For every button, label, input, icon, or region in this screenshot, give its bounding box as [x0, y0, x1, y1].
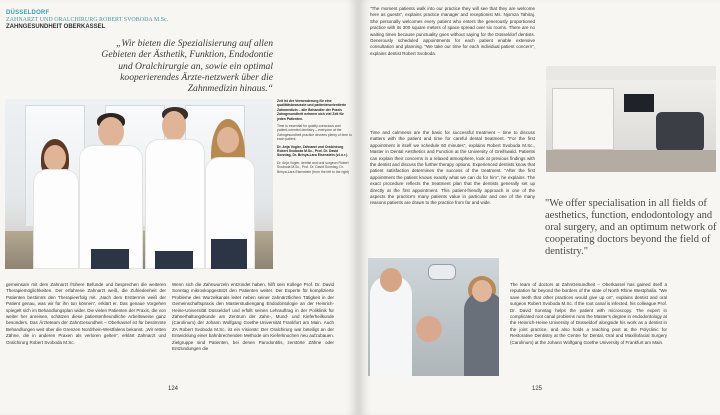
assistant	[464, 292, 499, 376]
header-city: DÜSSELDORF	[6, 10, 50, 16]
assistant-head	[472, 280, 492, 302]
page-header	[6, 10, 168, 31]
body-column-2: Wenn sich die Zahnwurzeln entzündet haben, hilft sein Kollege Prof. Dr. David Sonntag mikroskopgestützt den Patienten weiter. Der Experte für komplizierte Probleme des Wurzelkanals leitet neben seiner zahnärztlichen Tätigkeit in der Gemeinschaftspraxis den Masterstudiengang Endodontologie an der Heinrich-Heine-Universität Düsseldorf und erfüllt seinen Lehrauftrag in der Poliklinik für Zahnerhaltungskunde am Zentrum der Zahn-, Mund- und Kieferheilkunde (Carolinum) der Johann Wolfgang Goethe-Universität Frankfurt am Main. Auch ZA Robert Svoboda M.Sc. ist ein Visionär: Der Oralchirurg war beteiligt an der Entwicklung einer bahnbrechenden Methode um Kieferknochen neu aufzubauen. Zielgruppe sind Patienten, bei denen Parodontitis, zerstörte Zähne oder Entzündungen die	[172, 282, 334, 352]
cabinet	[552, 88, 614, 150]
pull-quote-german: „Wir bieten die Spezialisierung auf allen Gebieten der Ästhetik, Funktion, Endodontie und Oralchirurgie an, sowie ein optimal kooperierendes Ärzte-netzwerk über die Zahnmedizin hinaus.“	[101, 38, 273, 95]
caption-names: Dr. Anja Vogler, Zahnarzt und Oralchirurg Robert Svoboda M.Sc., Prof. Dr. David Sonntag, Dr. Brinya-Lara Eisenstein (v.l.n.r.)	[277, 144, 348, 158]
page-number-left: 124	[168, 386, 179, 392]
header-practice: ZAHNARZT UND ORALCHIRURG ROBERT SVOBODA M.Sc.	[6, 17, 169, 23]
photo-caption	[277, 99, 352, 177]
left-page	[0, 0, 357, 415]
patient-head	[416, 316, 442, 342]
dental-chair	[656, 112, 704, 152]
person-1	[29, 139, 81, 269]
dentist-head	[380, 268, 402, 292]
body-column-1: gemeinsam mit dem Zahnarzt frühere Befunde und besprechen die weiteren Therapiemöglichkeiten. Der erfahrene Zahnarzt weiß, die Zufriedenheit der Patienten bestimmt den Therapieerfolg mit. „Nach dem Ersttermin weiß der Patient genau, was wir für ihn tun können“, erklärt er. Das genaue Vorgehen spiegelt sich im Behandlungsplan wider. Die vielen Patienten der Praxis, die von weiter her anreisen, schätzen diese patientenfreundliche Arbeitsweise ganz besonders. Das Ärzteteam der ZahnGesundheit – Oberkassel ist für bestimmte Behandlungen weit über die Grenzen Nordrhein-Westfalens bekannt. „Wir retten Zähne, die in anderen Praxen als verloren gelten“, erklärt Zahnarzt und Oralchirurg Robert Svoboda M.Sc.	[6, 282, 166, 345]
person-4	[199, 119, 259, 269]
treatment-photo	[368, 258, 499, 376]
person-3	[141, 107, 207, 269]
caption-title-english: Time is essential for quality-conscious and patient-oriented dentistry – everyone at the Zahngesundheit practice devotes plenty of time to each patient.	[277, 124, 352, 142]
team-photo	[5, 99, 273, 269]
body-text-3: The team of doctors at ZahnGesundheit – Oberkassel has gained itself a reputation far beyond the borders of the state of North Rhine Westphalia. "We save teeth that other practices would give up on", explains dentist and oral surgeon Robert Svoboda M.Sc. If the root canal is infected, his colleague Prof. Dr. David Sonntag helps the patient with microscopy. The expert in complicated root canal problems runs the Master's degree in endodontology at the Heinrich-Heine University of Düsseldorf alongside his work as a dentist in the joint practice, and also holds a teaching post at the Polyclinic for Restorative Dentistry at the Centre for Dental, Oral and Maxillofacial Surgery (Carolinum) at the Johann Wolfgang Goethe University of Frankfurt am Main.	[510, 282, 667, 345]
clinic-room-photo	[546, 66, 716, 172]
caption-names-english: Dr. Anja Vogler, dentist and oral surgeon Robert Svoboda M.Sc., Prof. Dr. David Sonntag, Dr. Brinya-Lara Eisenstein (from the left to the right)	[277, 160, 350, 174]
ceiling	[546, 66, 716, 80]
right-page	[360, 0, 720, 415]
body-text-2: Time and calmness are the basic for successful treatment – time to discuss matters with the patient and time for careful dental treatment. "For the first appointment in itself we schedule 60 minutes", explains Robert Svoboda M.Sc., Master in Dental Aesthetics and Function at the University of Greifswald. Patients can explain their concerns in a relaxed atmosphere, look at previous findings with the dentist and discuss the further therapy options. Experienced dentists know that patient satisfaction determines the success of the treatment. "After the first appointment the patient knows exactly what we can do for him", he explains. The exact procedure reflects the treatment plan that the dentists generally set up directly at the first appointment. This patient-friendly approach is one of the aspects the practice's many patients value in particular and one of the many reasons patients are drawn to the practice from far and wide.	[370, 130, 535, 206]
body-text-1: "The moment patients walk into our practice they will see that they are welcome here as guests", explains practice manager and receptionist Ms. Njomza Tahiraj. She personally welcomes every patient who enters the generously proportioned practice with its 300 square meters of space spread over six rooms. There are no waiting times because punctuality goes without saying for the Düsseldorf dentists. Generously scheduled appointments for each patient enable extensive consultation and planning. "We take our time for each individual patient concern", explains dentist Robert Svoboda.	[370, 6, 535, 56]
header-section: ZAHNGESUNDHEIT OBERKASSEL	[6, 24, 106, 30]
page-number-right: 125	[532, 386, 543, 392]
person-2	[75, 113, 145, 269]
dental-lamp	[428, 264, 456, 280]
pull-quote-english: "We offer specialisation in all fields of aesthetics, function, endodontology and oral surgery, and an optimum network of cooperating doctors beyond the field of dentistry."	[545, 198, 717, 257]
monitor	[624, 94, 654, 112]
floor	[546, 150, 716, 172]
caption-title: Zeit ist der Verwenderung für eine qualitätsbewusste und patientenorientierte Zahnmedizin – alle Behandler der Praxis Zahngesundheit nehmen sich viel Zeit für jeden Patienten.	[277, 99, 347, 121]
